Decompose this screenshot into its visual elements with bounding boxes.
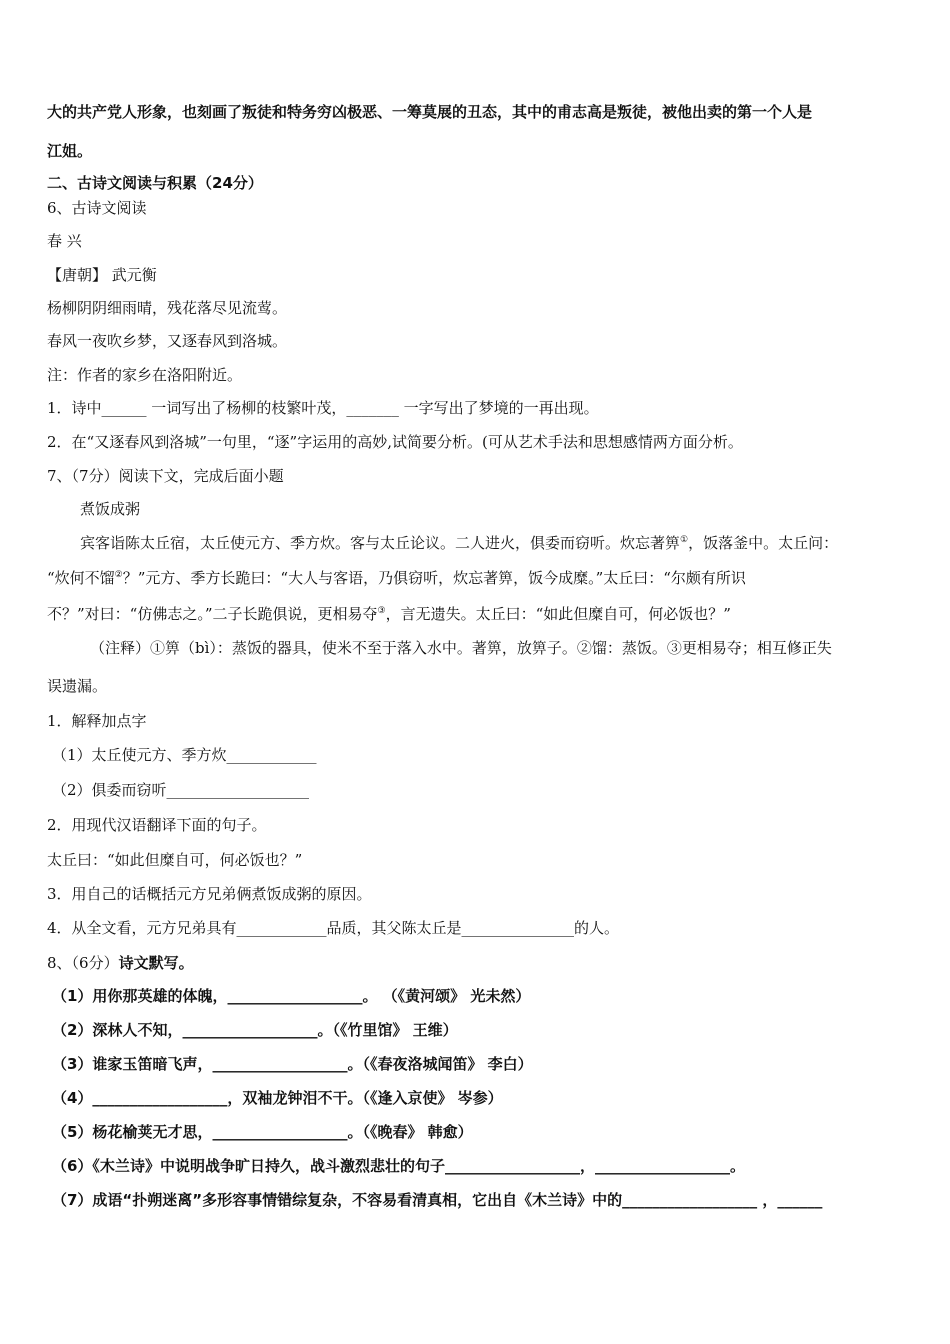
- q7-sub-4: 4．从全文看，元方兄弟具有____________品质，其父陈太丘是_______________的人。: [47, 919, 620, 937]
- q6-title: 6、古诗文阅读: [47, 199, 147, 217]
- q8-item-3: （3）谁家玉笛暗飞声，__________________。（《春夜洛城闻笛》 李白）: [52, 1055, 533, 1073]
- q8-item-7: （7）成语“扑朔迷离”多形容事情错综复杂，不容易看清真相，它出自《木兰诗》中的__________________ ，______: [52, 1191, 823, 1209]
- passage-notes-1: （注释）①箅（bì）：蒸饭的器具，使米不至于落入水中。著箅，放箅子。②馏：蒸饭。③更相易夺；相互修正失: [90, 639, 832, 657]
- intro-line-1: 大的共产党人形象，也刻画了叛徒和特务穷凶极恶、一筹莫展的丑态，其中的甫志高是叛徒，被他出卖的第一个人是: [47, 103, 813, 121]
- q8-item-6: （6）《木兰诗》中说明战争旷日持久，战斗激烈悲壮的句子__________________，__________________。: [52, 1157, 745, 1175]
- passage-line-2b: ？”元方、季方长跪曰：“大人与客语，乃俱窃听，炊忘著箅，饭今成糜。”太丘曰：“尔颇有所识: [122, 569, 746, 587]
- q7-sub-2: 2．用现代汉语翻译下面的句子。: [47, 816, 267, 834]
- passage-line-1: [80, 533, 838, 553]
- q8-item-2: （2）深林人不知，__________________。（《竹里馆》 王维）: [52, 1021, 458, 1039]
- passage-title: 煮饭成粥: [80, 500, 141, 518]
- q7-sub-2-sentence: 太丘曰：“如此但糜自可，何必饭也？”: [47, 851, 303, 869]
- footnote-marker-1: ①: [680, 535, 689, 545]
- q7-sub-3: 3．用自己的话概括元方兄弟俩煮饭成粥的原因。: [47, 885, 372, 903]
- q7-title: 7、（7分）阅读下文，完成后面小题: [47, 467, 284, 485]
- section-2-heading: 二、古诗文阅读与积累（24分）: [47, 174, 263, 192]
- poem-note: 注：作者的家乡在洛阳附近。: [47, 366, 243, 384]
- q8-title: [47, 953, 194, 973]
- passage-line-3b: ，言无遗失。太丘曰：“如此但糜自可，何必饭也？”: [385, 605, 731, 623]
- footnote-marker-3: ③: [377, 606, 386, 616]
- passage-line-2a: “炊何不馏: [47, 569, 115, 587]
- intro-line-2: 江姐。: [47, 142, 93, 160]
- q7-sub-1: 1．解释加点字: [47, 712, 147, 730]
- passage-line-1a: 宾客诣陈太丘宿，太丘使元方、季方炊。客与太丘论议。二人进火，俱委而窃听。炊忘著箅: [80, 534, 681, 552]
- footnote-marker-2: ②: [114, 570, 123, 580]
- q6-sub-1: 1．诗中______ 一词写出了杨柳的枝繁叶茂，_______ 一字写出了梦境的一再出现。: [47, 399, 599, 417]
- poem-author: 【唐朝】 武元衡: [47, 266, 157, 284]
- passage-line-3: [47, 604, 731, 624]
- q6-sub-2: 2．在“又逐春风到洛城”一句里，“逐”字运用的高妙,试简要分析。(可从艺术手法和思想感情两方面分析。: [47, 433, 743, 451]
- passage-line-3a: 不？”对曰：“仿佛志之。”二子长跪俱说，更相易夺: [47, 605, 378, 623]
- q7-sub-1b: （2）俱委而窃听___________________: [52, 781, 310, 799]
- passage-line-2: [47, 568, 746, 588]
- passage-notes-2: 误遗漏。: [47, 677, 108, 695]
- q8-item-5: （5）杨花榆荚无才思，__________________。（《晚春》 韩愈）: [52, 1123, 473, 1141]
- poem-verse-1: 杨柳阴阴细雨晴，残花落尽见流莺。: [47, 299, 288, 317]
- passage-line-1b: ，饭落釜中。太丘问：: [688, 534, 839, 552]
- q8-item-4: （4）__________________，双袖龙钟泪不干。（《逢入京使》 岑参）: [52, 1089, 503, 1107]
- q8-title-text: 诗文默写。: [118, 954, 194, 972]
- q8-title-number: 8、（6分）: [47, 954, 119, 972]
- poem-title: 春 兴: [47, 232, 82, 250]
- poem-verse-2: 春风一夜吹乡梦，又逐春风到洛城。: [47, 332, 288, 350]
- q8-item-1: （1）用你那英雄的体魄，__________________。 （《黄河颂》 光未然）: [52, 987, 531, 1005]
- q7-sub-1a: （1）太丘使元方、季方炊____________: [52, 746, 317, 764]
